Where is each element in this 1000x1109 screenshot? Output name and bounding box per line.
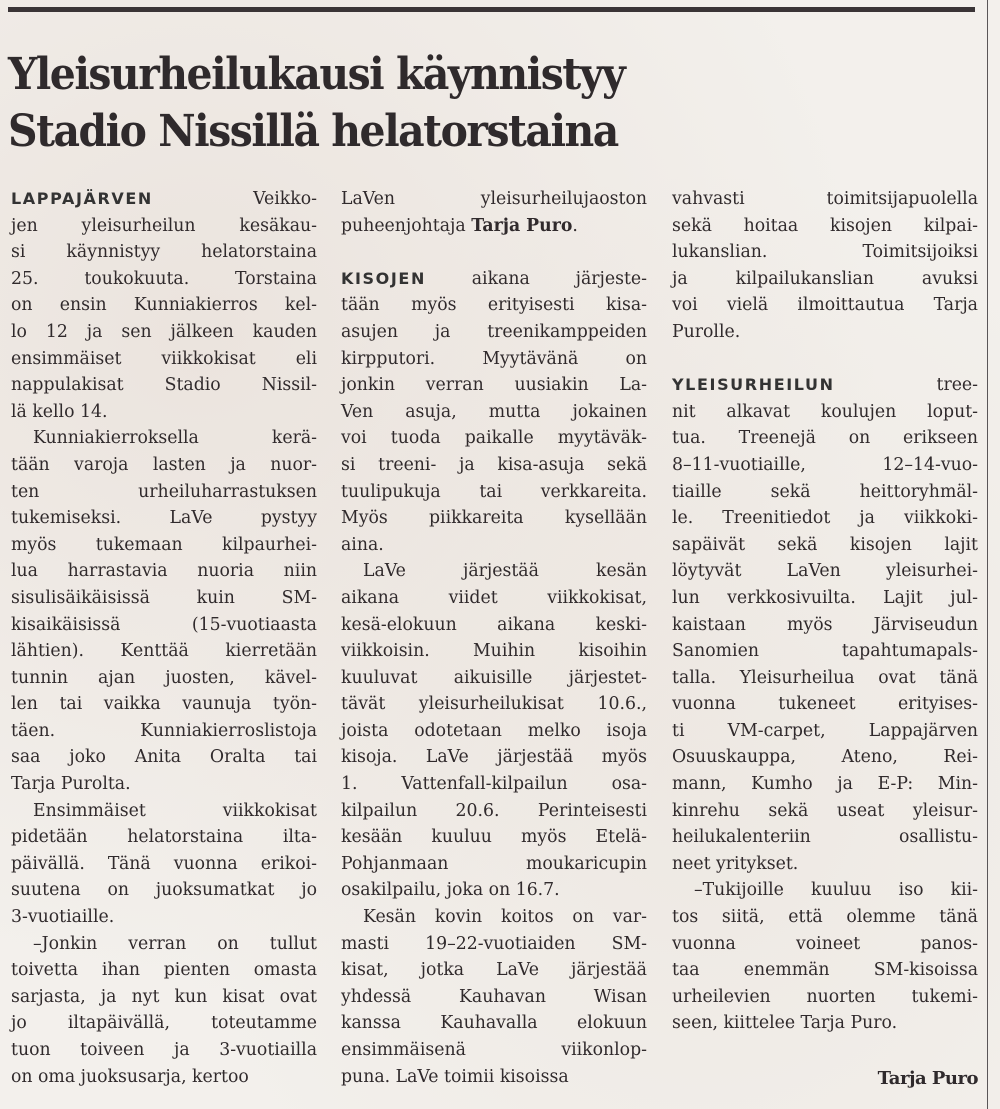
line-text: LaVen yleisurheilujaoston [341,189,647,209]
text-line [11,904,317,931]
text-line [11,452,317,479]
text-line [341,718,647,745]
text-line [672,957,978,984]
text-line [341,319,647,346]
text-line [11,824,317,851]
line-text: päivällä. Tänä vuonna erikoi- [11,853,317,874]
text-line [672,691,978,718]
text-line [341,691,647,718]
line-text: Veikko- [152,189,317,209]
text-line [672,585,978,612]
text-line [672,372,978,399]
text-line [11,851,317,878]
line-text: tään myös erityisesti kisa- [341,295,647,316]
line-text: kisat, jotka LaVe järjestää [341,960,647,981]
text-line [672,931,978,958]
line-text: neet yritykset. [672,853,799,874]
text-line [672,851,978,878]
text-line [11,558,317,585]
line-text: saa joko Anita Oralta tai [11,747,317,768]
text-line [341,266,647,293]
text-line [341,1010,647,1037]
line-text: kilpailun 20.6. Perinteisesti [341,800,647,821]
line-text: lua harrastavia nuoria niin [11,561,317,582]
text-line [11,931,317,958]
line-text: myös tukemaan kilpaurhei- [11,534,317,555]
text-line [11,691,317,718]
line-text: sapäivät sekä kisojen lajit [672,534,978,555]
text-line [672,186,978,213]
line-text: masti 19–22-vuotiaiden SM- [341,933,647,954]
text-line [341,292,647,319]
text-line [341,957,647,984]
text-line [672,718,978,745]
line-text: kinrehu sekä useat yleisur- [672,800,978,821]
line-text: si käynnistyy helatorstaina [11,242,317,263]
text-line [341,532,647,559]
line-text: ensimmäisenä viikonlop- [341,1040,647,1060]
text-line [11,505,317,532]
line-text: kisoja. LaVe järjestää myös [341,747,647,768]
line-text: tree- [834,375,978,396]
line-text: viikkoisin. Muihin kisoihin [341,641,647,662]
person-name: Tarja Puro [471,215,573,236]
text-line [11,425,317,452]
text-line [672,292,978,319]
headline [8,46,901,160]
text-line [341,452,647,479]
text-line [672,532,978,559]
line-text: joista odotetaan melko isoja [341,720,647,741]
line-text: talla. Yleisurheilua ovat tänä [672,667,978,688]
line-text: vuonna tukeneet erityises- [672,694,978,715]
headline-line-2: Stadio Nissillä helatorstaina [8,106,618,157]
line-text: Osuuskauppa, Ateno, Rei- [672,747,978,768]
text-line [11,1010,317,1037]
line-text: sisulisäikäisissä kuin SM- [11,587,317,608]
line-text: heilukalenteriin osallistu- [672,827,978,848]
article-column-2 [341,186,647,1090]
line-text: ja kilpailukanslian avuksi [672,268,978,289]
text-line [672,904,978,931]
line-text: tuon toiveen ja 3-vuotiailla [11,1040,317,1060]
line-text: nit alkavat koulujen loput- [672,401,978,422]
text-line [11,638,317,665]
text-line [341,505,647,532]
paragraph [672,877,978,1037]
line-text: Pohjanmaan moukaricupin [341,853,647,874]
line-text: 8–11-vuotiaille, 12–14-vuo- [672,454,978,475]
line-text: 25. toukokuuta. Torstaina [11,268,317,289]
text-line [672,798,978,825]
text-line [341,1064,647,1091]
text-line [11,239,317,266]
text-line [672,824,978,851]
line-text: Myös piikkareita kysellään [341,508,647,529]
line-text: sekä hoitaa kisojen kilpai- [672,215,978,236]
paragraph [341,558,647,904]
text-line [11,186,317,213]
paragraph [672,186,978,346]
text-line [672,771,978,798]
line-text: Purolle. [672,321,741,342]
line-text: tään varoja lasten ja nuor- [11,454,317,475]
line-text: vahvasti toimitsijapuolella [672,189,978,209]
paragraph [11,798,317,931]
line-text: voi vielä ilmoittautua Tarja [672,295,978,316]
line-text: –Tukijoille kuuluu iso kii- [694,880,978,901]
text-line [11,1064,317,1091]
line-text: Tarja Purolta. [11,774,131,795]
text-line [672,319,978,346]
line-text: tunnin ajan juosten, kävel- [11,667,317,688]
lead-word: YLEISURHEILUN [672,375,835,395]
text-line [341,984,647,1011]
line-text: lukanslian. Toimitsijoiksi [672,242,978,263]
text-line [341,372,647,399]
line-text: LaVe järjestää kesän [363,561,647,582]
line-text: asujen ja treenikamppeiden [341,321,647,342]
paragraph [341,904,647,1090]
paragraph [11,425,317,797]
line-text: kesään kuuluu myös Etelä- [341,827,647,848]
line-text: tävät yleisurheilukisat 10.6., [341,694,647,715]
top-rule [8,7,975,12]
text-line [11,877,317,904]
column-rule [987,0,988,1109]
line-text: Kesän kovin koitos on var- [363,907,647,928]
text-line [341,771,647,798]
line-text: vuonna voineet panos- [672,933,978,954]
text-line [341,798,647,825]
text-line [341,479,647,506]
text-line [11,798,317,825]
text-line [341,931,647,958]
line-text: suutena on juoksumatkat jo [11,880,317,901]
line-text: kisaikäisissä (15-vuotiaasta [11,614,317,635]
text-line [672,452,978,479]
text-line [341,665,647,692]
text-line [11,346,317,373]
line-text: seen, kiittelee Tarja Puro. [672,1013,898,1034]
line-text: lo 12 ja sen jälkeen kauden [11,321,317,342]
text-line [672,266,978,293]
line-text: si treeni- ja kisa-asuja sekä [341,454,647,475]
text-line [672,638,978,665]
line-text: jonkin verran uusiakin La- [341,375,647,396]
text-line [341,744,647,771]
line-text: kuuluvat aikuisille järjestet- [341,667,647,688]
paragraph [11,186,317,425]
text-line [11,744,317,771]
text-line [341,425,647,452]
lead-word: LAPPAJÄRVEN [11,189,153,208]
line-text: len tai vaikka vaunuja työn- [11,694,317,715]
line-text: 1. Vattenfall-kilpailun osa- [341,774,647,795]
line-text: –Jonkin verran on tullut [33,933,317,954]
text-line [672,479,978,506]
line-text: Kunniakierroksella kerä- [33,428,317,449]
line-text: jo iltapäivällä, toteutamme [11,1013,317,1034]
line-text: puheenjohtaja [341,215,472,236]
paragraph [672,372,978,877]
text-line [11,479,317,506]
text-line [341,877,647,904]
text-line [11,957,317,984]
article-column-3 [672,186,978,1037]
text-line [341,585,647,612]
line-text: täen. Kunniakierroslistoja [11,720,317,741]
text-line [11,771,317,798]
text-line [341,638,647,665]
text-line [341,399,647,426]
line-text: aina. [341,534,384,555]
text-line [341,558,647,585]
line-text: Sanomien tapahtumapals- [672,641,978,662]
text-line [341,1037,647,1064]
text-line [341,186,647,213]
text-line [11,585,317,612]
article-column-1 [11,186,317,1090]
line-text: toivetta ihan pienten omasta [11,960,317,981]
line-text: urheilevien nuorten tukemi- [672,986,978,1007]
line-text: tuulipukuja tai verkkareita. [341,481,647,502]
text-line [11,399,317,426]
text-line [672,505,978,532]
line-text: le. Treenitiedot ja viikkoki- [672,508,978,529]
line-text: pidetään helatorstaina ilta- [11,827,317,848]
text-line [11,319,317,346]
paragraph [341,186,647,239]
paragraph [11,931,317,1091]
line-text: löytyvät LaVen yleisurhei- [672,561,978,582]
paragraph [341,266,647,559]
line-text: kaistaan myös Järviseudun [672,614,978,635]
line-text: aikana viidet viikkokisat, [341,587,647,608]
text-line [341,824,647,851]
line-text: lä kello 14. [11,401,108,422]
text-line [672,877,978,904]
text-line [341,612,647,639]
text-line [11,292,317,319]
text-line [11,665,317,692]
line-text: tukemiseksi. LaVe pystyy [11,508,317,529]
text-line [11,1037,317,1064]
text-line [672,1010,978,1037]
line-text: taa enemmän SM-kisoissa [672,960,978,981]
byline: Tarja Puro [877,1068,978,1089]
text-line [672,213,978,240]
text-line [672,425,978,452]
line-text: ti VM-carpet, Lappajärven [672,720,978,741]
text-line [672,665,978,692]
text-line [672,399,978,426]
line-text: on ensin Kunniakierros kel- [11,295,317,316]
line-text: jen yleisurheilun kesäkau- [11,215,317,236]
line-text: puna. LaVe toimii kisoissa [341,1066,569,1087]
line-text: lun verkkosivuilta. Lajit jul- [672,587,978,608]
line-text: voi tuoda paikalle myytäväk- [341,428,647,449]
line-text: yhdessä Kauhavan Wisan [341,986,647,1007]
line-text: tos siitä, että olemme tänä [672,907,978,928]
text-line [672,558,978,585]
text-line [11,612,317,639]
line-text: osakilpailu, joka on 16.7. [341,880,560,901]
headline-line-1: Yleisurheilukausi käynnistyy [8,49,625,100]
line-text: ten urheiluharrastuksen [11,481,317,502]
line-text: tua. Treenejä on erikseen [672,428,978,449]
text-line [672,984,978,1011]
text-line [341,851,647,878]
line-text: kanssa Kauhavalla elokuun [341,1013,647,1034]
line-text: kirpputori. Myytävänä on [341,348,647,369]
text-line [11,372,317,399]
text-line [341,346,647,373]
text-line [11,718,317,745]
line-text: lähtien). Kenttää kierretään [11,641,317,662]
line-text: aikana järjeste- [425,268,647,289]
line-text: kesä-elokuun aikana keski- [341,614,647,635]
line-text: 3-vuotiaille. [11,907,115,928]
text-line [11,532,317,559]
text-line [11,213,317,240]
line-text: nappulakisat Stadio Nissil- [11,375,317,396]
text-line [11,984,317,1011]
line-text: Ven asuja, mutta jokainen [341,401,647,422]
text-line [11,266,317,293]
text-line [341,904,647,931]
text-line [672,239,978,266]
text-line [672,744,978,771]
line-text: sarjasta, ja nyt kun kisat ovat [11,986,317,1007]
line-text: Ensimmäiset viikkokisat [33,800,317,821]
text-line [672,612,978,639]
line-text: ensimmäiset viikkokisat eli [11,348,317,369]
lead-word: KISOJEN [341,268,426,288]
line-text: mann, Kumho ja E-P: Min- [672,774,978,795]
text-line [341,213,647,240]
punctuation: . [572,215,578,236]
line-text: on oma juoksusarja, kertoo [11,1066,249,1087]
line-text: tiaille sekä heittoryhmäl- [672,481,978,502]
